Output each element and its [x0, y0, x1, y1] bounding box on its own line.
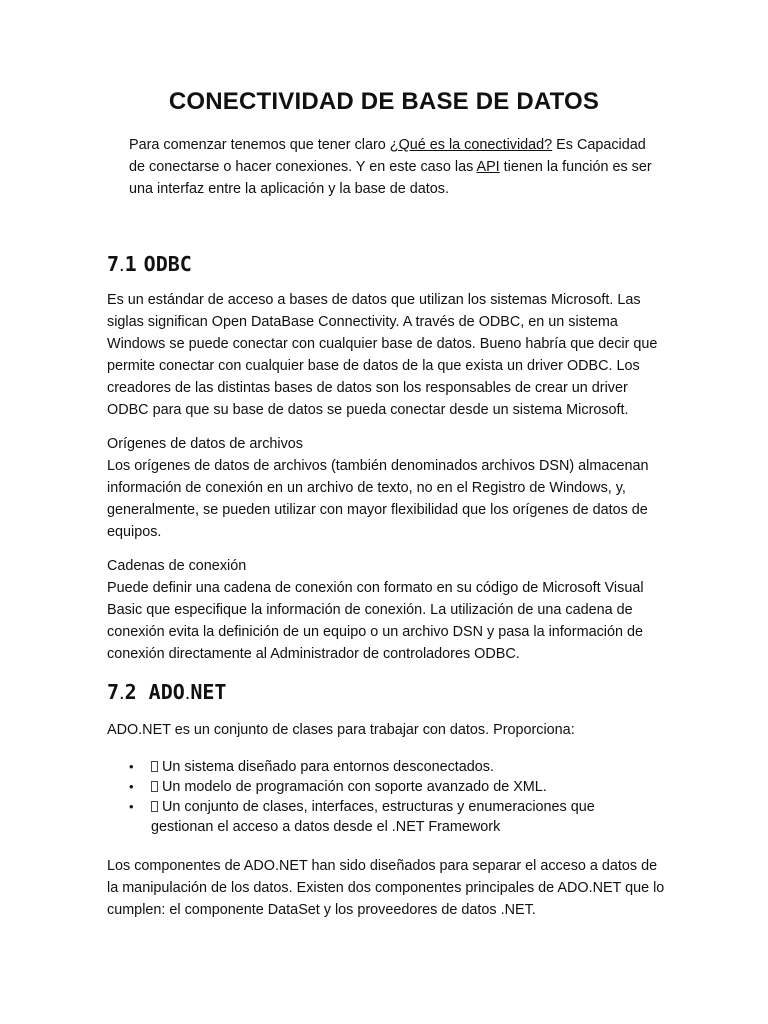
intro-text-start: Para comenzar tenemos que tener claro	[129, 137, 390, 153]
list-item	[107, 757, 627, 777]
section-subnumber: 1	[124, 252, 137, 276]
components-paragraph: Los componentes de ADO.NET han sido diseñados para separar el acceso a datos de la manipulación de los datos. Existen dos componentes principales de ADO.NET que lo cumplen: el componente DataSet y los proveedores de datos .NET.	[107, 858, 665, 918]
intro-paragraph	[129, 134, 659, 200]
cadenas-text: Puede definir una cadena de conexión con formato en su código de Microsoft Visual Basic que especifique la información de conexión. La utilización de una cadena de conexión evita la definición de un equipo o un archivo DSN y pasa la información de conexión directamente al Administrador de controladores ODBC.	[107, 580, 644, 662]
origenes-text: Los orígenes de datos de archivos (también denominados archivos DSN) almacenan información de conexión en un archivo de texto, no en el Registro de Windows, y, generalmente, se pueden utilizar con mayor flexibilidad que los orígenes de datos de equipos.	[107, 458, 649, 540]
section-number-dot: .	[119, 682, 125, 704]
bullet-dot-icon: •	[129, 799, 134, 814]
missing-glyph-icon	[151, 781, 158, 792]
section-heading-odbc	[107, 252, 192, 277]
section-title-dot: .	[184, 682, 191, 704]
intro-text-middle: Es Capacidad de conectarse o hacer conexiones. Y en este caso las	[129, 137, 646, 175]
conectividad-link[interactable]: ¿Qué es la conectividad?	[389, 137, 553, 153]
intro-text-end: tienen la función es ser una interfaz entre la aplicación y la base de datos.	[129, 159, 652, 197]
api-link[interactable]: API	[476, 159, 500, 175]
odbc-paragraph: Es un estándar de acceso a bases de datos que utilizan los sistemas Microsoft. Las siglas significan Open DataBase Connectivity. A través de ODBC, en un sistema Windows se puede conectar con cualquier base de datos. Bueno habría que decir que permite conectar con cualquier base de datos de la que exista un driver ODBC. Los creadores de las distintas bases de datos son los responsables de crear un driver ODBC para que su base de datos se pueda conectar desde un sistema Microsoft.	[107, 292, 658, 418]
cadenas-block	[107, 555, 667, 665]
section-number-dot: .	[119, 254, 125, 276]
section-title: ODBC	[143, 252, 192, 276]
bullet-dot-icon: •	[129, 759, 134, 774]
bullet-dot-icon: •	[129, 779, 134, 794]
missing-glyph-icon	[151, 761, 158, 772]
adonet-intro: ADO.NET es un conjunto de clases para trabajar con datos. Proporciona:	[107, 722, 575, 738]
section-number: 7	[107, 252, 120, 276]
list-item	[107, 777, 627, 797]
bullet-text: Un conjunto de clases, interfaces, estructuras y enumeraciones que gestionan el acceso a datos desde el .NET Framework	[151, 799, 595, 835]
section-subnumber: 2	[124, 680, 137, 704]
section-title-a: ADO	[148, 680, 185, 704]
section-heading-adonet	[107, 680, 226, 705]
list-item	[107, 797, 627, 837]
origenes-block	[107, 433, 667, 543]
bullet-text: Un sistema diseñado para entornos desconectados.	[162, 759, 494, 775]
section-title-b: NET	[190, 680, 227, 704]
missing-glyph-icon	[151, 801, 158, 812]
origenes-heading: Orígenes de datos de archivos	[107, 436, 303, 452]
adonet-bullet-list	[107, 757, 627, 837]
page-title: CONECTIVIDAD DE BASE DE DATOS	[168, 88, 600, 115]
section-number: 7	[107, 680, 120, 704]
cadenas-heading: Cadenas de conexión	[107, 558, 247, 574]
bullet-text: Un modelo de programación con soporte avanzado de XML.	[162, 779, 547, 795]
